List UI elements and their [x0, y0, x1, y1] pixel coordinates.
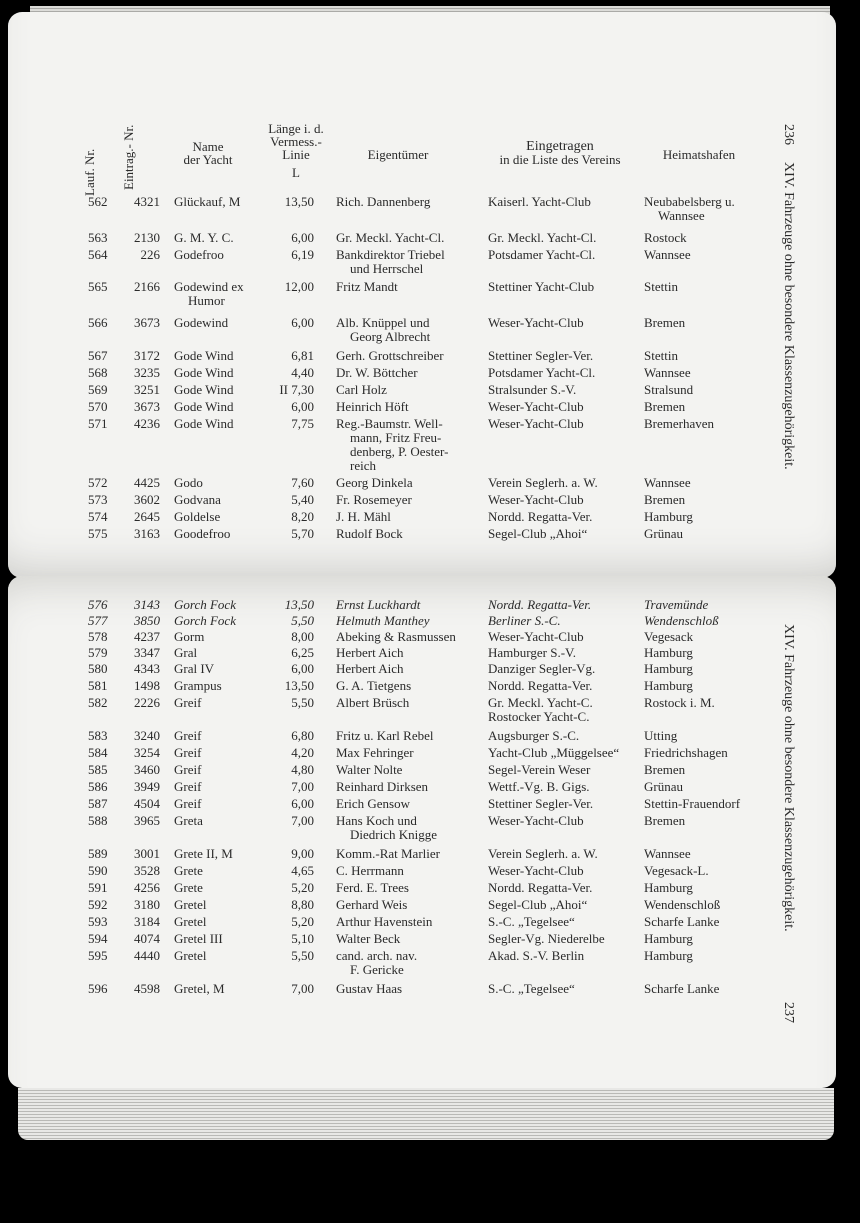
laenge-cell: 6,00	[291, 315, 314, 330]
lauf-nr-cell: 571	[88, 416, 108, 431]
eigentuemer-cell: Fritz Mandt	[336, 279, 398, 294]
eigentuemer-cell: Rudolf Bock	[336, 526, 403, 541]
yacht-name-cell: Gral	[174, 645, 198, 660]
yacht-name-cell: G. M. Y. C.	[174, 230, 234, 245]
yacht-name-cell: Gode Wind	[174, 365, 234, 380]
eingetragen-cell: Potsdamer Yacht-Cl.	[488, 365, 596, 380]
heimatshafen-cell: Hamburg	[644, 931, 693, 946]
header-heimatshafen: Heimatshafen	[662, 147, 736, 162]
eintrag-nr-cell: 3163	[134, 526, 160, 541]
lauf-nr-cell: 566	[88, 315, 108, 330]
yacht-name-cell: Gorch Fock	[174, 597, 236, 612]
yacht-name-cell: Gretel, M	[174, 981, 225, 996]
laenge-cell: 4,80	[291, 762, 314, 777]
eig-continuation: mann, Fritz Freu-	[350, 430, 442, 445]
eig-continuation: denberg, P. Oester-	[350, 444, 449, 459]
lauf-nr-cell: 579	[88, 645, 108, 660]
eingetragen-cell: Potsdamer Yacht-Cl.	[488, 247, 596, 262]
eintrag-nr-cell: 3254	[134, 745, 160, 760]
eingetragen-cell: Gr. Meckl. Yacht-Cl.	[488, 230, 597, 245]
eingetragen-cell: Weser-Yacht-Club	[488, 629, 584, 644]
eigentuemer-cell: Carl Holz	[336, 382, 387, 397]
eingetragen-cell: Weser-Yacht-Club	[488, 813, 584, 828]
eingetragen-cell: Weser-Yacht-Club	[488, 863, 584, 878]
yacht-name-cell: Gral IV	[174, 661, 215, 676]
heimatshafen-cell: Bremen	[644, 399, 686, 414]
eigentuemer-cell: Gerh. Grottschreiber	[336, 348, 444, 363]
laenge-cell: 7,60	[291, 475, 314, 490]
yacht-name-cell: Gode Wind	[174, 382, 234, 397]
laenge-cell: 12,00	[284, 279, 314, 294]
heimatshafen-cell: Neubabelsberg u.	[644, 194, 735, 209]
heimatshafen-cell: Wendenschloß	[644, 613, 719, 628]
yacht-name-cell: Glückauf, M	[174, 194, 241, 209]
lauf-nr-cell: 595	[88, 948, 108, 963]
heimatshafen-cell: Bremen	[644, 315, 686, 330]
eintrag-nr-cell: 3180	[134, 897, 160, 912]
lauf-nr-cell: 590	[88, 863, 108, 878]
yacht-name-cell: Godefroo	[174, 247, 224, 262]
eingetragen-cell: Stettiner Segler-Ver.	[488, 348, 594, 363]
eintrag-nr-cell: 2166	[134, 279, 160, 294]
heimatshafen-cell: Rostock	[644, 230, 687, 245]
eintrag-nr-cell: 4440	[134, 948, 160, 963]
eingetragen-cell: Weser-Yacht-Club	[488, 492, 584, 507]
eig-continuation: Diedrich Knigge	[350, 827, 438, 842]
eingetragen-cell: Weser-Yacht-Club	[488, 315, 584, 330]
yacht-name-cell: Grete	[174, 863, 203, 878]
yacht-name-cell: Goodefroo	[174, 526, 231, 541]
header-laenge: Länge i. d. Vermess.- Linie L	[268, 121, 324, 180]
page-number: 237	[781, 1002, 796, 1023]
heimatshafen-cell: Hamburg	[644, 661, 693, 676]
laenge-cell: 4,65	[291, 863, 314, 878]
lauf-nr-cell: 594	[88, 931, 108, 946]
lauf-nr-cell: 565	[88, 279, 108, 294]
heimatshafen-cell: Hamburg	[644, 645, 693, 660]
eigentuemer-cell: Max Fehringer	[336, 745, 414, 760]
eigentuemer-cell: J. H. Mähl	[336, 509, 391, 524]
yacht-name-cell: Grete II, M	[174, 846, 233, 861]
laenge-cell: 5,20	[291, 880, 314, 895]
laenge-cell: 6,19	[291, 247, 314, 262]
eingetragen-cell: Stettiner Yacht-Club	[488, 279, 595, 294]
lauf-nr-cell: 572	[88, 475, 108, 490]
heimatshafen-cell: Bremen	[644, 762, 686, 777]
eigentuemer-cell: C. Herrmann	[336, 863, 404, 878]
heimatshafen-cell: Utting	[644, 728, 678, 743]
eingetragen-cell: Wettf.-Vg. B. Gigs.	[488, 779, 590, 794]
eigentuemer-cell: Erich Gensow	[336, 796, 411, 811]
lauf-nr-cell: 584	[88, 745, 108, 760]
eigentuemer-cell: Herbert Aich	[336, 645, 404, 660]
eingetragen-cell: Hamburger S.-V.	[488, 645, 576, 660]
eingetragen-cell: Segler-Vg. Niederelbe	[488, 931, 605, 946]
lauf-nr-cell: 576	[88, 597, 108, 612]
yacht-name-cell: Greif	[174, 779, 202, 794]
eingetragen-cell: Stettiner Segler-Ver.	[488, 796, 594, 811]
yacht-name-cell: Greif	[174, 762, 202, 777]
laenge-cell: 4,20	[291, 745, 314, 760]
running-title: XIV. Fahrzeuge ohne besondere Klassenzugehörigkeit.	[781, 162, 796, 470]
laenge-cell: 8,80	[291, 897, 314, 912]
eingetragen-cell: Gr. Meckl. Yacht-C.	[488, 695, 593, 710]
lauf-nr-cell: 586	[88, 779, 108, 794]
yacht-name-cell: Gretel	[174, 914, 207, 929]
lauf-nr-cell: 562	[88, 194, 108, 209]
lauf-nr-cell: 580	[88, 661, 108, 676]
heimatshafen-cell: Rostock i. M.	[644, 695, 715, 710]
eigentuemer-cell: Reg.-Baumstr. Well-	[336, 416, 443, 431]
eigentuemer-cell: Arthur Havenstein	[336, 914, 433, 929]
eigentuemer-cell: Walter Beck	[336, 931, 401, 946]
eigentuemer-cell: Gustav Haas	[336, 981, 403, 996]
eintrag-nr-cell: 3184	[134, 914, 160, 929]
laenge-cell: 5,20	[291, 914, 314, 929]
laenge-cell: 7,00	[291, 981, 314, 996]
eingetragen-cell: Nordd. Regatta-Ver.	[488, 678, 593, 693]
laenge-cell: 6,81	[291, 348, 314, 363]
eigentuemer-cell: Alb. Knüppel und	[336, 315, 430, 330]
yacht-name-cell: Gretel III	[174, 931, 223, 946]
yacht-name-cell: Gorch Fock	[174, 613, 236, 628]
lauf-nr-cell: 569	[88, 382, 108, 397]
eigentuemer-cell: Gerhard Weis	[336, 897, 408, 912]
heimatshafen-cell: Vegesack-L.	[644, 863, 709, 878]
heimatshafen-cell: Wannsee	[644, 365, 691, 380]
yacht-name-cell: Gorm	[174, 629, 205, 644]
yacht-name-cell: Godewind	[174, 315, 229, 330]
lauf-nr-cell: 583	[88, 728, 108, 743]
heim-continuation: Wannsee	[658, 208, 705, 223]
eingetragen-cell: Verein Seglerh. a. W.	[488, 846, 598, 861]
laenge-cell: 8,20	[291, 509, 314, 524]
heimatshafen-cell: Stettin-Frauendorf	[644, 796, 741, 811]
eingetragen-cell: Segel-Club „Ahoi“	[488, 526, 588, 541]
eigentuemer-cell: Walter Nolte	[336, 762, 403, 777]
yacht-name-cell: Godo	[174, 475, 203, 490]
heimatshafen-cell: Bremerhaven	[644, 416, 715, 431]
laenge-cell: 4,40	[291, 365, 314, 380]
laenge-cell: 5,50	[291, 948, 314, 963]
laenge-cell: 6,00	[291, 796, 314, 811]
lauf-nr-cell: 578	[88, 629, 108, 644]
yacht-name-cell: Gretel	[174, 948, 207, 963]
laenge-cell: 5,40	[291, 492, 314, 507]
eingetragen-cell: Akad. S.-V. Berlin	[488, 948, 585, 963]
eintrag-nr-cell: 4504	[134, 796, 160, 811]
eigentuemer-cell: cand. arch. nav.	[336, 948, 418, 963]
eintrag-nr-cell: 3965	[134, 813, 160, 828]
heimatshafen-cell: Friedrichshagen	[644, 745, 728, 760]
eigentuemer-cell: Helmuth Manthey	[336, 613, 430, 628]
laenge-cell: 5,50	[291, 613, 314, 628]
lauf-nr-cell: 573	[88, 492, 108, 507]
eingetragen-cell: Augsburger S.-C.	[488, 728, 580, 743]
lauf-nr-cell: 588	[88, 813, 108, 828]
heimatshafen-cell: Wendenschloß	[644, 897, 721, 912]
running-title: XIV. Fahrzeuge ohne besondere Klassenzugehörigkeit.	[781, 624, 796, 932]
laenge-cell: 6,00	[291, 399, 314, 414]
eintrag-nr-cell: 4236	[134, 416, 160, 431]
eintrag-nr-cell: 2130	[134, 230, 160, 245]
lauf-nr-cell: 593	[88, 914, 108, 929]
eigentuemer-cell: Reinhard Dirksen	[336, 779, 429, 794]
eigentuemer-cell: Rich. Dannenberg	[336, 194, 431, 209]
eingetragen-cell: S.-C. „Tegelsee“	[488, 981, 575, 996]
eingetragen-cell: Danziger Segler-Vg.	[488, 661, 596, 676]
yacht-name-cell: Greif	[174, 796, 202, 811]
eigentuemer-cell: Herbert Aich	[336, 661, 404, 676]
heimatshafen-cell: Wannsee	[644, 475, 691, 490]
header-eintrag-nr: Eintrag.- Nr.	[121, 124, 136, 190]
eintrag-nr-cell: 3143	[134, 597, 160, 612]
laenge-cell: 13,50	[284, 194, 314, 209]
lauf-nr-cell: 567	[88, 348, 108, 363]
eintrag-nr-cell: 3240	[134, 728, 160, 743]
eig-continuation: und Herrschel	[350, 261, 424, 276]
yacht-name-cell: Gretel	[174, 897, 207, 912]
laenge-cell: 6,00	[291, 661, 314, 676]
lauf-nr-cell: 581	[88, 678, 108, 693]
yacht-name-cell: Grete	[174, 880, 203, 895]
eintrag-nr-cell: 3460	[134, 762, 160, 777]
eingetragen-cell: Weser-Yacht-Club	[488, 416, 584, 431]
eigentuemer-cell: Fritz u. Karl Rebel	[336, 728, 434, 743]
yacht-name-cell: Greif	[174, 728, 202, 743]
lauf-nr-cell: 587	[88, 796, 108, 811]
lauf-nr-cell: 575	[88, 526, 108, 541]
eintrag-nr-cell: 3850	[134, 613, 160, 628]
lauf-nr-cell: 592	[88, 897, 108, 912]
header-name: Name der Yacht	[183, 139, 233, 167]
eigentuemer-cell: G. A. Tietgens	[336, 678, 412, 693]
heimatshafen-cell: Travemünde	[644, 597, 709, 612]
yacht-name-cell: Gode Wind	[174, 348, 234, 363]
heimatshafen-cell: Bremen	[644, 813, 686, 828]
eintrag-nr-cell: 3673	[134, 399, 160, 414]
eingetragen-cell: Nordd. Regatta-Ver.	[488, 597, 592, 612]
eigentuemer-cell: Hans Koch und	[336, 813, 417, 828]
heimatshafen-cell: Scharfe Lanke	[644, 914, 720, 929]
lauf-nr-cell: 577	[88, 613, 108, 628]
eingetragen-cell: Nordd. Regatta-Ver.	[488, 509, 593, 524]
header-eingetragen: Eingetragen in die Liste des Vereins	[499, 139, 621, 167]
eingetragen-cell: Segel-Club „Ahoi“	[488, 897, 588, 912]
eintrag-nr-cell: 4237	[134, 629, 160, 644]
heimatshafen-cell: Wannsee	[644, 846, 691, 861]
laenge-cell: 9,00	[291, 846, 314, 861]
eintrag-nr-cell: 1498	[134, 678, 160, 693]
laenge-cell: II 7,30	[279, 382, 314, 397]
heimatshafen-cell: Hamburg	[644, 880, 693, 895]
eingetragen-cell: Stralsunder S.-V.	[488, 382, 577, 397]
laenge-cell: 6,25	[291, 645, 314, 660]
laenge-cell: 13,50	[284, 597, 314, 612]
eintrag-nr-cell: 3251	[134, 382, 160, 397]
eintrag-nr-cell: 4425	[134, 475, 160, 490]
yacht-name-cell: Greta	[174, 813, 203, 828]
lauf-nr-cell: 568	[88, 365, 108, 380]
eintrag-nr-cell: 3673	[134, 315, 160, 330]
eintrag-nr-cell: 2226	[134, 695, 160, 710]
heimatshafen-cell: Grünau	[644, 526, 683, 541]
header-lauf-nr: Lauf. Nr.	[82, 148, 97, 196]
page-number: 236	[781, 124, 796, 145]
eintrag-nr-cell: 4598	[134, 981, 160, 996]
eintrag-nr-cell: 226	[140, 247, 160, 262]
eigentuemer-cell: Dr. W. Böttcher	[336, 365, 418, 380]
laenge-cell: 7,00	[291, 779, 314, 794]
yacht-name-cell: Greif	[174, 695, 202, 710]
name-continuation: Humor	[188, 293, 225, 308]
lauf-nr-cell: 596	[88, 981, 108, 996]
eintrag-nr-cell: 3001	[134, 846, 160, 861]
eintrag-nr-cell: 3602	[134, 492, 160, 507]
heimatshafen-cell: Stettin	[644, 348, 678, 363]
eingetragen-cell: Yacht-Club „Müggelsee“	[488, 745, 620, 760]
heimatshafen-cell: Hamburg	[644, 948, 693, 963]
book-bottom-edge	[18, 1088, 834, 1140]
laenge-cell: 7,75	[291, 416, 314, 431]
eintrag-nr-cell: 4256	[134, 880, 160, 895]
eigentuemer-cell: Fr. Rosemeyer	[336, 492, 412, 507]
laenge-cell: 13,50	[284, 678, 314, 693]
eig-continuation: Georg Albrecht	[350, 329, 431, 344]
eintrag-nr-cell: 2645	[134, 509, 160, 524]
heimatshafen-cell: Vegesack	[644, 629, 694, 644]
heimatshafen-cell: Scharfe Lanke	[644, 981, 720, 996]
eigentuemer-cell: Ferd. E. Trees	[336, 880, 409, 895]
laenge-cell: 5,10	[291, 931, 314, 946]
eintrag-nr-cell: 3172	[134, 348, 160, 363]
eintrag-nr-cell: 3235	[134, 365, 160, 380]
eigentuemer-cell: Gr. Meckl. Yacht-Cl.	[336, 230, 445, 245]
eing-continuation: Rostocker Yacht-C.	[488, 709, 590, 724]
eintrag-nr-cell: 3528	[134, 863, 160, 878]
heimatshafen-cell: Hamburg	[644, 678, 693, 693]
heimatshafen-cell: Stettin	[644, 279, 678, 294]
yacht-name-cell: Goldelse	[174, 509, 221, 524]
eintrag-nr-cell: 4321	[134, 194, 160, 209]
header-eigentuemer: Eigentümer	[367, 147, 429, 162]
page-237	[8, 576, 836, 1088]
eigentuemer-cell: Bankdirektor Triebel	[336, 247, 445, 262]
yacht-name-cell: Grampus	[174, 678, 222, 693]
lauf-nr-cell: 582	[88, 695, 108, 710]
yacht-name-cell: Gode Wind	[174, 416, 234, 431]
yacht-name-cell: Godewind ex	[174, 279, 244, 294]
lauf-nr-cell: 585	[88, 762, 108, 777]
heimatshafen-cell: Stralsund	[644, 382, 694, 397]
lauf-nr-cell: 563	[88, 230, 108, 245]
eigentuemer-cell: Albert Brüsch	[336, 695, 410, 710]
eingetragen-cell: Weser-Yacht-Club	[488, 399, 584, 414]
eintrag-nr-cell: 4074	[134, 931, 160, 946]
yacht-name-cell: Gode Wind	[174, 399, 234, 414]
eig-continuation: F. Gericke	[350, 962, 404, 977]
eintrag-nr-cell: 3347	[134, 645, 160, 660]
laenge-cell: 5,50	[291, 695, 314, 710]
eingetragen-cell: Nordd. Regatta-Ver.	[488, 880, 593, 895]
eigentuemer-cell: Georg Dinkela	[336, 475, 413, 490]
heimatshafen-cell: Grünau	[644, 779, 683, 794]
lauf-nr-cell: 574	[88, 509, 108, 524]
eingetragen-cell: Verein Seglerh. a. W.	[488, 475, 598, 490]
eingetragen-cell: Kaiserl. Yacht-Club	[488, 194, 591, 209]
laenge-cell: 7,00	[291, 813, 314, 828]
eig-continuation: reich	[350, 458, 376, 473]
eintrag-nr-cell: 3949	[134, 779, 160, 794]
laenge-cell: 5,70	[291, 526, 314, 541]
yacht-name-cell: Greif	[174, 745, 202, 760]
eingetragen-cell: Berliner S.-C.	[488, 613, 561, 628]
laenge-cell: 8,00	[291, 629, 314, 644]
eigentuemer-cell: Heinrich Höft	[336, 399, 409, 414]
laenge-cell: 6,80	[291, 728, 314, 743]
eingetragen-cell: S.-C. „Tegelsee“	[488, 914, 575, 929]
lauf-nr-cell: 589	[88, 846, 108, 861]
lauf-nr-cell: 564	[88, 247, 108, 262]
heimatshafen-cell: Hamburg	[644, 509, 693, 524]
lauf-nr-cell: 570	[88, 399, 108, 414]
heimatshafen-cell: Wannsee	[644, 247, 691, 262]
eigentuemer-cell: Ernst Luckhardt	[336, 597, 421, 612]
eingetragen-cell: Segel-Verein Weser	[488, 762, 591, 777]
page-236	[8, 12, 836, 578]
yacht-name-cell: Godvana	[174, 492, 221, 507]
eigentuemer-cell: Komm.-Rat Marlier	[336, 846, 440, 861]
heimatshafen-cell: Bremen	[644, 492, 686, 507]
eintrag-nr-cell: 4343	[134, 661, 160, 676]
lauf-nr-cell: 591	[88, 880, 108, 895]
eigentuemer-cell: Abeking & Rasmussen	[336, 629, 456, 644]
laenge-cell: 6,00	[291, 230, 314, 245]
